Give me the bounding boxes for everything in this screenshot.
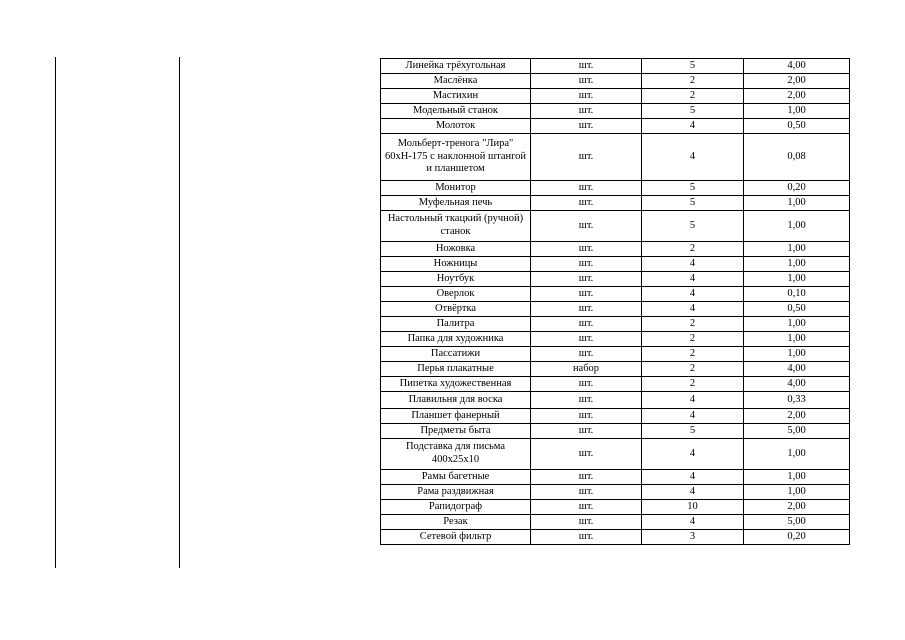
item-name-cell: Оверлок — [381, 287, 531, 302]
left-margin-line-2 — [179, 57, 180, 568]
unit-cell: шт. — [531, 530, 642, 545]
item-name-cell: Планшет фанерный — [381, 409, 531, 424]
value-cell: 0,20 — [744, 530, 850, 545]
unit-cell: шт. — [531, 317, 642, 332]
value-cell: 1,00 — [744, 347, 850, 362]
unit-cell: шт. — [531, 500, 642, 515]
item-name-cell: Мастихин — [381, 89, 531, 104]
quantity-cell: 4 — [642, 302, 744, 317]
table-row — [381, 485, 850, 500]
value-cell: 1,00 — [744, 439, 850, 470]
unit-cell: шт. — [531, 196, 642, 211]
value-cell: 4,00 — [744, 362, 850, 377]
quantity-cell: 4 — [642, 272, 744, 287]
quantity-cell: 4 — [642, 392, 744, 409]
equipment-table — [380, 58, 850, 545]
table-row — [381, 89, 850, 104]
table-row — [381, 439, 850, 470]
quantity-cell: 4 — [642, 134, 744, 181]
item-name-cell: Ноутбук — [381, 272, 531, 287]
value-cell: 4,00 — [744, 377, 850, 392]
item-name-cell: Рама раздвижная — [381, 485, 531, 500]
unit-cell: шт. — [531, 439, 642, 470]
quantity-cell: 4 — [642, 485, 744, 500]
table-row — [381, 362, 850, 377]
quantity-cell: 4 — [642, 287, 744, 302]
quantity-cell: 2 — [642, 74, 744, 89]
quantity-cell: 2 — [642, 317, 744, 332]
table-row — [381, 104, 850, 119]
table-row — [381, 196, 850, 211]
unit-cell: шт. — [531, 377, 642, 392]
value-cell: 0,50 — [744, 302, 850, 317]
table-row — [381, 530, 850, 545]
value-cell: 0,20 — [744, 181, 850, 196]
value-cell: 1,00 — [744, 485, 850, 500]
item-name-cell: Настольный ткацкий (ручной) станок — [381, 211, 531, 242]
quantity-cell: 2 — [642, 332, 744, 347]
value-cell: 1,00 — [744, 317, 850, 332]
table-row — [381, 74, 850, 89]
table-row — [381, 392, 850, 409]
item-name-cell: Плавильня для воска — [381, 392, 531, 409]
unit-cell: шт. — [531, 485, 642, 500]
value-cell: 1,00 — [744, 470, 850, 485]
unit-cell: шт. — [531, 104, 642, 119]
value-cell: 0,33 — [744, 392, 850, 409]
item-name-cell: Резак — [381, 515, 531, 530]
value-cell: 2,00 — [744, 409, 850, 424]
quantity-cell: 10 — [642, 500, 744, 515]
unit-cell: шт. — [531, 257, 642, 272]
value-cell: 1,00 — [744, 332, 850, 347]
table-row — [381, 59, 850, 74]
quantity-cell: 4 — [642, 439, 744, 470]
item-name-cell: Сетевой фильтр — [381, 530, 531, 545]
quantity-cell: 5 — [642, 211, 744, 242]
quantity-cell: 4 — [642, 470, 744, 485]
table-row — [381, 181, 850, 196]
table-row — [381, 287, 850, 302]
table-row — [381, 211, 850, 242]
unit-cell: шт. — [531, 181, 642, 196]
item-name-cell: Предметы быта — [381, 424, 531, 439]
item-name-cell: Папка для художника — [381, 332, 531, 347]
unit-cell: шт. — [531, 59, 642, 74]
item-name-cell: Маслёнка — [381, 74, 531, 89]
unit-cell: шт. — [531, 287, 642, 302]
item-name-cell: Рапидограф — [381, 500, 531, 515]
unit-cell: шт. — [531, 302, 642, 317]
table-row — [381, 119, 850, 134]
item-name-cell: Палитра — [381, 317, 531, 332]
table-row — [381, 409, 850, 424]
unit-cell: шт. — [531, 272, 642, 287]
quantity-cell: 2 — [642, 89, 744, 104]
value-cell: 4,00 — [744, 59, 850, 74]
unit-cell: шт. — [531, 119, 642, 134]
table-row — [381, 470, 850, 485]
item-name-cell: Молоток — [381, 119, 531, 134]
value-cell: 0,10 — [744, 287, 850, 302]
item-name-cell: Пипетка художественная — [381, 377, 531, 392]
quantity-cell: 2 — [642, 242, 744, 257]
item-name-cell: Муфельная печь — [381, 196, 531, 211]
unit-cell: шт. — [531, 74, 642, 89]
left-margin-line-1 — [55, 57, 56, 568]
table-row — [381, 500, 850, 515]
value-cell: 1,00 — [744, 104, 850, 119]
quantity-cell: 5 — [642, 59, 744, 74]
table-row — [381, 317, 850, 332]
table-row — [381, 134, 850, 181]
table-row — [381, 424, 850, 439]
table-row — [381, 347, 850, 362]
unit-cell: шт. — [531, 211, 642, 242]
value-cell: 1,00 — [744, 242, 850, 257]
item-name-cell: Мольберт-тренога "Лира" 60хН-175 с наклонной штангой и планшетом — [381, 134, 531, 181]
quantity-cell: 4 — [642, 119, 744, 134]
unit-cell: шт. — [531, 515, 642, 530]
unit-cell: шт. — [531, 347, 642, 362]
item-name-cell: Пассатижи — [381, 347, 531, 362]
unit-cell: шт. — [531, 392, 642, 409]
table-row — [381, 302, 850, 317]
unit-cell: набор — [531, 362, 642, 377]
table-row — [381, 242, 850, 257]
quantity-cell: 5 — [642, 196, 744, 211]
value-cell: 1,00 — [744, 211, 850, 242]
quantity-cell: 4 — [642, 409, 744, 424]
value-cell: 5,00 — [744, 515, 850, 530]
item-name-cell: Монитор — [381, 181, 531, 196]
value-cell: 2,00 — [744, 74, 850, 89]
value-cell: 0,08 — [744, 134, 850, 181]
item-name-cell: Ножницы — [381, 257, 531, 272]
value-cell: 5,00 — [744, 424, 850, 439]
quantity-cell: 4 — [642, 257, 744, 272]
table-row — [381, 377, 850, 392]
value-cell: 1,00 — [744, 196, 850, 211]
table-row — [381, 257, 850, 272]
unit-cell: шт. — [531, 89, 642, 104]
quantity-cell: 3 — [642, 530, 744, 545]
value-cell: 0,50 — [744, 119, 850, 134]
quantity-cell: 4 — [642, 515, 744, 530]
quantity-cell: 2 — [642, 347, 744, 362]
item-name-cell: Линейка трёхугольная — [381, 59, 531, 74]
item-name-cell: Модельный станок — [381, 104, 531, 119]
table-row — [381, 332, 850, 347]
item-name-cell: Подставка для письма 400х25х10 — [381, 439, 531, 470]
quantity-cell: 5 — [642, 104, 744, 119]
quantity-cell: 2 — [642, 362, 744, 377]
unit-cell: шт. — [531, 242, 642, 257]
item-name-cell: Рамы багетные — [381, 470, 531, 485]
value-cell: 1,00 — [744, 257, 850, 272]
value-cell: 2,00 — [744, 500, 850, 515]
item-name-cell: Перья плакатные — [381, 362, 531, 377]
item-name-cell: Отвёртка — [381, 302, 531, 317]
unit-cell: шт. — [531, 409, 642, 424]
item-name-cell: Ножовка — [381, 242, 531, 257]
unit-cell: шт. — [531, 470, 642, 485]
unit-cell: шт. — [531, 332, 642, 347]
table-row — [381, 272, 850, 287]
quantity-cell: 2 — [642, 377, 744, 392]
equipment-table-body — [381, 59, 850, 545]
quantity-cell: 5 — [642, 181, 744, 196]
table-row — [381, 515, 850, 530]
value-cell: 2,00 — [744, 89, 850, 104]
unit-cell: шт. — [531, 424, 642, 439]
value-cell: 1,00 — [744, 272, 850, 287]
unit-cell: шт. — [531, 134, 642, 181]
quantity-cell: 5 — [642, 424, 744, 439]
